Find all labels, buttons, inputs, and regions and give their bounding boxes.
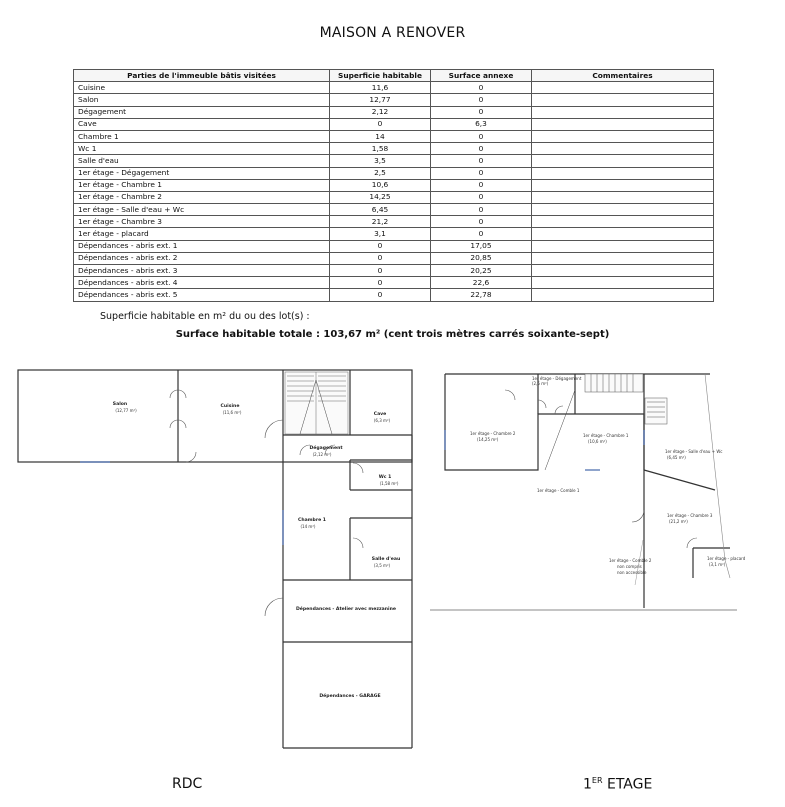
etage-comble2-label: 1er étage - Comble 2 — [609, 558, 652, 563]
table-cell: 0 — [431, 179, 532, 191]
table-cell — [532, 155, 714, 167]
table-cell: 1er étage - Chambre 1 — [74, 179, 330, 191]
table-cell: Salle d'eau — [74, 155, 330, 167]
table-cell: 0 — [431, 216, 532, 228]
rdc-floor-plan — [0, 360, 420, 760]
table-cell — [532, 240, 714, 252]
chambre1-label: Chambre 1 — [298, 518, 326, 523]
cave-label: Cave — [373, 412, 387, 417]
surface-table — [73, 69, 714, 302]
table-row — [74, 228, 714, 240]
table-cell: 21,2 — [330, 216, 431, 228]
table-cell — [532, 143, 714, 155]
table-row — [74, 289, 714, 301]
table-row — [74, 167, 714, 179]
table-cell — [532, 106, 714, 118]
table-row — [74, 252, 714, 264]
table-cell — [532, 130, 714, 142]
etage-comble2-note2: non accessible — [617, 570, 647, 575]
table-header-row — [74, 70, 714, 82]
chambre1-area: (14 m²) — [300, 524, 316, 529]
etage-placard-label: 1er étage - placard — [707, 556, 745, 561]
table-row — [74, 106, 714, 118]
table-row — [74, 82, 714, 94]
table-cell: 3,1 — [330, 228, 431, 240]
table-row — [74, 130, 714, 142]
table-cell: 6,45 — [330, 204, 431, 216]
table-cell — [532, 191, 714, 203]
degagement-area: (2,12 m²) — [312, 452, 332, 457]
salle-eau-area: (3,5 m²) — [373, 563, 391, 568]
table-cell: 0 — [330, 118, 431, 130]
table-cell: 3,5 — [330, 155, 431, 167]
table-cell: 2,5 — [330, 167, 431, 179]
table-cell: 0 — [330, 277, 431, 289]
table-cell: Chambre 1 — [74, 130, 330, 142]
table-cell: Dépendances - abris ext. 2 — [74, 252, 330, 264]
table-cell: 14 — [330, 130, 431, 142]
table-cell: 0 — [431, 94, 532, 106]
table-cell — [532, 82, 714, 94]
table-cell: 0 — [431, 143, 532, 155]
wc-area: (1,58 m²) — [379, 481, 399, 486]
table-cell: 20,85 — [431, 252, 532, 264]
table-cell: 1,58 — [330, 143, 431, 155]
salon-label: Salon — [112, 402, 128, 407]
column-header: Parties de l'immeuble bâtis visitées — [74, 70, 330, 82]
etage-caption-rest: ETAGE — [602, 776, 653, 793]
table-cell — [532, 94, 714, 106]
table-cell — [532, 228, 714, 240]
table-cell: 0 — [431, 155, 532, 167]
table-cell: 0 — [431, 191, 532, 203]
table-cell: Dépendances - abris ext. 4 — [74, 277, 330, 289]
salle-eau-label: Salle d'eau — [371, 557, 401, 562]
etage-caption-num: 1 — [583, 776, 592, 793]
table-cell: 17,05 — [431, 240, 532, 252]
table-cell: 1er étage - Salle d'eau + Wc — [74, 204, 330, 216]
table-row — [74, 277, 714, 289]
table-cell: 0 — [431, 228, 532, 240]
table-cell — [532, 252, 714, 264]
etage-comble2-note1: non compris — [617, 564, 642, 569]
column-header: Superficie habitable — [330, 70, 431, 82]
table-cell: Cave — [74, 118, 330, 130]
table-cell: 1er étage - Chambre 2 — [74, 191, 330, 203]
etage-chambre3-area: (21,2 m²) — [669, 519, 688, 524]
table-body — [74, 82, 714, 301]
table-row — [74, 216, 714, 228]
cave-area: (6,3 m²) — [373, 418, 391, 423]
table-cell: 1er étage - Dégagement — [74, 167, 330, 179]
column-header: Commentaires — [532, 70, 714, 82]
table-cell: 22,6 — [431, 277, 532, 289]
page-title: MAISON A RENOVER — [319, 25, 466, 41]
table-cell: Salon — [74, 94, 330, 106]
etage-degagement-area: (2,5 m²) — [532, 381, 549, 386]
etage-chambre2-area: (14,25 m²) — [477, 437, 499, 442]
table-cell: 1er étage - Chambre 3 — [74, 216, 330, 228]
etage-chambre3-label: 1er étage - Chambre 3 — [667, 513, 713, 518]
etage-salle-eau-label: 1er étage - Salle d'eau + Wc — [665, 449, 723, 454]
table-row — [74, 179, 714, 191]
table-cell — [532, 167, 714, 179]
cuisine-area: (11,6 m²) — [222, 410, 242, 415]
etage-comble1-label: 1er étage - Comble 1 — [537, 488, 580, 493]
table-cell: 0 — [431, 106, 532, 118]
garage-label: Dépendances - GARAGE — [319, 694, 381, 699]
table-row — [74, 143, 714, 155]
table-cell: Dépendances - abris ext. 3 — [74, 265, 330, 277]
etage-salle-eau-area: (6,45 m²) — [667, 455, 686, 460]
table-cell: 0 — [431, 204, 532, 216]
table-cell: 0 — [330, 265, 431, 277]
table-cell — [532, 289, 714, 301]
table-cell: 0 — [431, 130, 532, 142]
etage-degagement-label: 1er étage - Dégagement — [532, 376, 582, 381]
cuisine-label: Cuisine — [220, 404, 240, 409]
table-cell: Cuisine — [74, 82, 330, 94]
table-cell: 22,78 — [431, 289, 532, 301]
table-row — [74, 204, 714, 216]
table-cell: 14,25 — [330, 191, 431, 203]
salon-area: (12,77 m²) — [115, 408, 137, 413]
table-cell: Dépendances - abris ext. 5 — [74, 289, 330, 301]
table-cell: 0 — [330, 252, 431, 264]
etage-chambre2-label: 1er étage - Chambre 2 — [470, 431, 516, 436]
etage-floor-plan — [425, 360, 745, 620]
table-cell: 0 — [330, 289, 431, 301]
etage-placard-area: (3,1 m²) — [709, 562, 726, 567]
wc-label: Wc 1 — [378, 475, 392, 480]
atelier-label: Dépendances - Atelier avec mezzanine — [295, 607, 397, 612]
table-cell: Dépendances - abris ext. 1 — [74, 240, 330, 252]
rdc-caption: RDC — [172, 776, 203, 792]
table-cell — [532, 277, 714, 289]
table-cell: 10,6 — [330, 179, 431, 191]
table-row — [74, 94, 714, 106]
degagement-label: Dégagement — [309, 446, 343, 451]
table-row — [74, 155, 714, 167]
lot-line: Superficie habitable en m² du ou des lot(s) : — [100, 311, 310, 322]
table-cell: 12,77 — [330, 94, 431, 106]
table-row — [74, 118, 714, 130]
table-cell: Wc 1 — [74, 143, 330, 155]
column-header: Surface annexe — [431, 70, 532, 82]
rdc-main-outline — [18, 370, 412, 462]
etage-caption-sup: ER — [591, 776, 603, 785]
total-surface-line: Surface habitable totale : 103,67 m² (cent trois mètres carrés soixante-sept) — [175, 329, 610, 340]
etage-chambre1-label: 1er étage - Chambre 1 — [583, 433, 629, 438]
table-row — [74, 265, 714, 277]
table-cell: 0 — [431, 167, 532, 179]
table-row — [74, 240, 714, 252]
table-cell: 2,12 — [330, 106, 431, 118]
table-cell: 11,6 — [330, 82, 431, 94]
table-cell — [532, 118, 714, 130]
table-cell — [532, 265, 714, 277]
table-cell: 20,25 — [431, 265, 532, 277]
table-cell: 0 — [431, 82, 532, 94]
table-cell — [532, 204, 714, 216]
table-cell: 0 — [330, 240, 431, 252]
table-cell — [532, 179, 714, 191]
etage-chambre1-area: (10,6 m²) — [588, 439, 607, 444]
table-cell: Dégagement — [74, 106, 330, 118]
table-row — [74, 191, 714, 203]
table-cell — [532, 216, 714, 228]
etage-caption — [583, 776, 652, 793]
table-cell: 1er étage - placard — [74, 228, 330, 240]
table-cell: 6,3 — [431, 118, 532, 130]
